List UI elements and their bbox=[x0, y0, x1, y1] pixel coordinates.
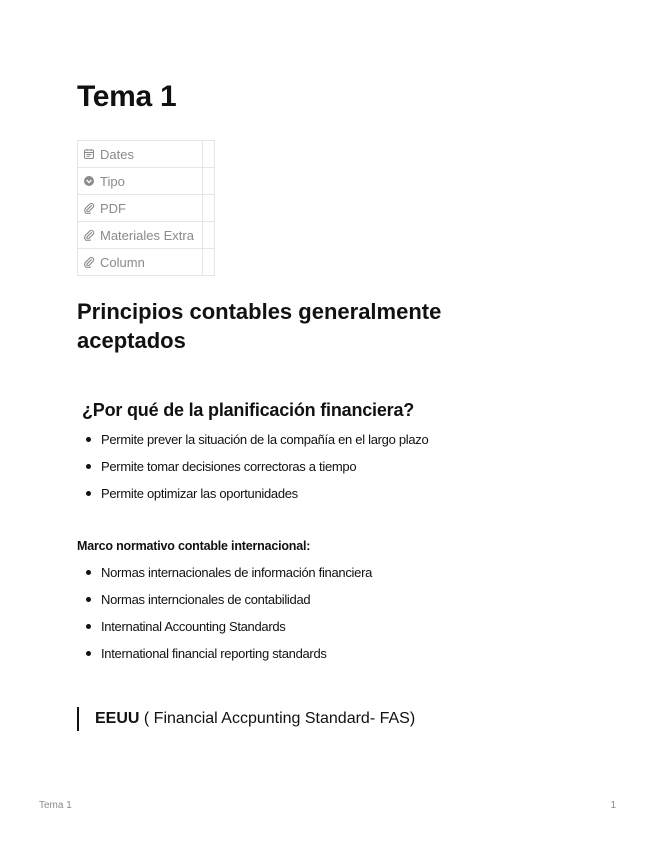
section-heading: Principios contables generalmente aceptados bbox=[77, 299, 442, 353]
select-icon bbox=[78, 175, 100, 187]
quote-block bbox=[77, 707, 415, 731]
list-item: Permite optimizar las oportunidades bbox=[77, 480, 428, 507]
property-name bbox=[78, 222, 203, 248]
property-label: Materiales Extra bbox=[100, 227, 194, 243]
properties-table bbox=[77, 140, 215, 276]
property-value[interactable] bbox=[203, 222, 214, 248]
property-row-dates[interactable] bbox=[77, 141, 215, 168]
list-item: Normas interncionales de contabilidad bbox=[77, 586, 372, 613]
page-number: 1 bbox=[610, 800, 616, 811]
property-value[interactable] bbox=[203, 195, 214, 221]
subsection-heading: ¿Por qué de la planificación financiera? bbox=[82, 400, 415, 420]
quote-bold-text: EEUU bbox=[95, 710, 140, 727]
list-item: Normas internacionales de información financiera bbox=[77, 559, 372, 586]
paperclip-icon bbox=[78, 202, 100, 214]
property-name bbox=[78, 168, 203, 194]
paperclip-icon bbox=[78, 229, 100, 241]
list-item: International financial reporting standards bbox=[77, 640, 372, 667]
quote-text: ( Financial Accpunting Standard- FAS) bbox=[139, 710, 416, 727]
list-item: Permite prever la situación de la compañía en el largo plazo bbox=[77, 426, 428, 453]
paperclip-icon bbox=[78, 256, 100, 268]
property-row-tipo[interactable] bbox=[77, 168, 215, 195]
property-value[interactable] bbox=[203, 141, 214, 167]
property-label: PDF bbox=[100, 200, 126, 216]
list-item: Permite tomar decisiones correctoras a tiempo bbox=[77, 453, 428, 480]
page-title: Tema 1 bbox=[77, 80, 177, 113]
property-label: Tipo bbox=[100, 173, 125, 189]
property-name bbox=[78, 141, 203, 167]
property-label: Column bbox=[100, 254, 145, 270]
property-row-column[interactable] bbox=[77, 249, 215, 276]
list-item: Internatinal Accounting Standards bbox=[77, 613, 372, 640]
property-name bbox=[78, 195, 203, 221]
property-row-materiales-extra[interactable] bbox=[77, 222, 215, 249]
framework-label: Marco normativo contable internacional: bbox=[77, 539, 311, 553]
calendar-icon bbox=[78, 148, 100, 160]
bullet-list bbox=[77, 426, 428, 507]
property-value[interactable] bbox=[203, 249, 214, 275]
property-value[interactable] bbox=[203, 168, 214, 194]
property-label: Dates bbox=[100, 146, 134, 162]
bullet-list bbox=[77, 559, 372, 667]
footer-title: Tema 1 bbox=[39, 800, 72, 811]
property-row-pdf[interactable] bbox=[77, 195, 215, 222]
property-name bbox=[78, 249, 203, 275]
